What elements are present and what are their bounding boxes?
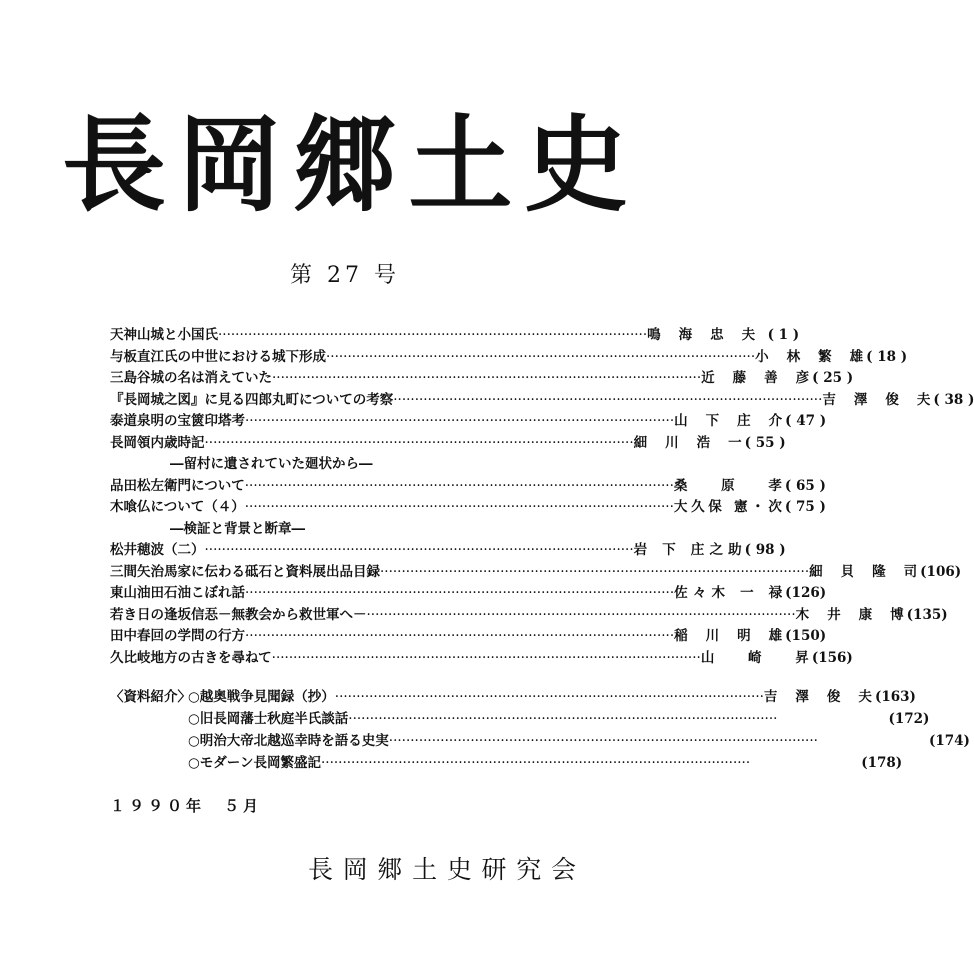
- entry-page: (126): [785, 585, 827, 601]
- dot-leader: [205, 433, 634, 455]
- entry-title: 『長岡城之図』に見る四郎丸町についての考察: [110, 391, 394, 408]
- toc-entry: [110, 390, 974, 412]
- entry-author: 近 藤 善 彦: [701, 370, 810, 386]
- entry-title: 東山油田石油こぼれ話: [110, 585, 245, 601]
- entry-page: (135): [906, 606, 948, 623]
- entry-author: 佐々木 一 禄: [674, 585, 783, 601]
- entry-title: 三島谷城の名は消えていた: [110, 370, 272, 386]
- entry-author: [777, 708, 885, 730]
- entry-author: 桑 原 孝: [673, 477, 782, 494]
- publication-date: １９９０年 ５月: [110, 797, 263, 815]
- dot-leader: [218, 325, 647, 347]
- entry-page: (156): [811, 649, 853, 666]
- publisher: 長岡郷土史研究会: [308, 855, 578, 884]
- toc-subtitle: ―留村に遺されていた廻状から―: [170, 456, 373, 472]
- toc-entry: [110, 368, 854, 390]
- entry-title: ○越奥戦争見聞録（抄）: [188, 689, 335, 705]
- toc-entry: [110, 605, 948, 627]
- dot-leader: [367, 605, 796, 627]
- entry-author: [818, 730, 926, 752]
- entry-author: 細 川 浩 一: [633, 434, 742, 451]
- entry-page: (163): [874, 689, 916, 705]
- entry-title: 長岡領内歳時記: [110, 434, 205, 451]
- entry-page: ( 98 ): [744, 542, 786, 558]
- dot-leader: [393, 390, 822, 412]
- entry-author: 吉 澤 俊 夫: [822, 391, 931, 408]
- toc-entry: [110, 648, 853, 670]
- toc-entry: [110, 476, 826, 498]
- toc-entry: [110, 347, 908, 369]
- title-char: 長: [61, 103, 166, 226]
- material-entry: [110, 752, 903, 774]
- entry-author: 小 林 繁 雄: [755, 348, 864, 365]
- dot-leader: [389, 730, 818, 752]
- dot-leader: [380, 562, 809, 584]
- entry-page: ( 1 ): [767, 327, 800, 343]
- toc-entry: [110, 562, 962, 584]
- entry-page: (172): [888, 711, 930, 727]
- dot-leader: [245, 626, 674, 648]
- materials-label: 〈資料紹介〉: [110, 689, 191, 705]
- toc-entry: [110, 433, 786, 455]
- entry-author: 鳴 海 忠 夫: [647, 327, 756, 343]
- entry-page: ( 38 ): [933, 391, 974, 408]
- entry-author: [750, 752, 858, 774]
- entry-author: 稲 川 明 雄: [674, 628, 783, 644]
- entry-page: (106): [920, 563, 962, 580]
- dot-leader: [272, 368, 701, 390]
- materials-label: [110, 752, 188, 774]
- toc-entry: [110, 626, 827, 648]
- entry-title: 与板直江氏の中世における城下形成: [110, 348, 326, 365]
- dot-leader: [205, 540, 634, 562]
- entry-page: ( 25 ): [812, 370, 854, 386]
- issue-number: 第 27 号: [290, 263, 400, 288]
- dot-leader: [272, 648, 701, 670]
- entry-title: 品田松左衛門について: [110, 477, 245, 494]
- toc-entry: [110, 540, 786, 562]
- entry-author: 岩 下 庄之助: [633, 542, 742, 558]
- title-char: 岡: [177, 103, 282, 226]
- entry-title: ○モダーン長岡繁盛記: [188, 755, 322, 771]
- entry-title: 田中春回の学問の行方: [110, 628, 245, 644]
- materials-section: [110, 686, 970, 774]
- dot-leader: [245, 497, 674, 519]
- entry-page: (174): [928, 733, 970, 749]
- journal-title: [60, 105, 630, 225]
- entry-title: ○明治大帝北越巡幸時を語る史実: [188, 733, 389, 749]
- entry-page: ( 47 ): [785, 413, 827, 429]
- entry-author: 吉 澤 俊 夫: [763, 689, 872, 705]
- entry-page: ( 75 ): [784, 499, 826, 515]
- dot-leader: [245, 411, 674, 433]
- entry-page: (178): [861, 755, 903, 771]
- entry-title: ○旧長岡藩士秋庭半氏談話: [188, 711, 349, 727]
- material-entry: [110, 708, 930, 730]
- material-entry: [110, 686, 916, 708]
- entry-author: 山 崎 昇: [700, 649, 809, 666]
- table-of-contents: [110, 325, 974, 669]
- materials-label: [110, 730, 188, 752]
- title-char: 史: [523, 103, 628, 226]
- toc-entry: [110, 583, 827, 605]
- entry-author: 細 貝 隆 司: [809, 563, 918, 580]
- toc-entry: [110, 325, 800, 347]
- toc-subtitle: ―検証と背景と断章―: [170, 520, 305, 537]
- entry-title: 天神山城と小国氏: [110, 327, 218, 343]
- toc-entry: [110, 411, 827, 433]
- dot-leader: [245, 476, 674, 498]
- entry-title: 三間矢治馬家に伝わる砥石と資料展出品目録: [110, 563, 380, 580]
- entry-title: 松井穂波（二）: [110, 542, 205, 558]
- entry-title: 久比岐地方の古きを尋ねて: [110, 649, 272, 666]
- dot-leader: [245, 583, 674, 605]
- entry-page: ( 18 ): [866, 348, 908, 365]
- entry-title: 泰道泉明の宝篋印塔考: [110, 413, 245, 429]
- entry-page: (150): [785, 628, 827, 644]
- entry-author: 山 下 庄 介: [674, 413, 783, 429]
- materials-label: [110, 708, 188, 730]
- entry-author: 大久保 憲・次: [673, 499, 782, 515]
- dot-leader: [321, 752, 750, 774]
- entry-title: 木喰仏について（４）: [110, 499, 245, 515]
- title-char: 土: [408, 103, 513, 226]
- entry-title: 若き日の逢坂信忢－無教会から救世軍へ－: [110, 606, 367, 623]
- title-char: 郷: [292, 103, 397, 226]
- entry-page: ( 55 ): [744, 434, 786, 451]
- entry-author: 木 井 康 博: [795, 606, 904, 623]
- dot-leader: [326, 347, 755, 369]
- material-entry: [110, 730, 970, 752]
- entry-page: ( 65 ): [784, 477, 826, 494]
- dot-leader: [335, 686, 764, 708]
- toc-entry: [110, 497, 826, 519]
- dot-leader: [348, 708, 777, 730]
